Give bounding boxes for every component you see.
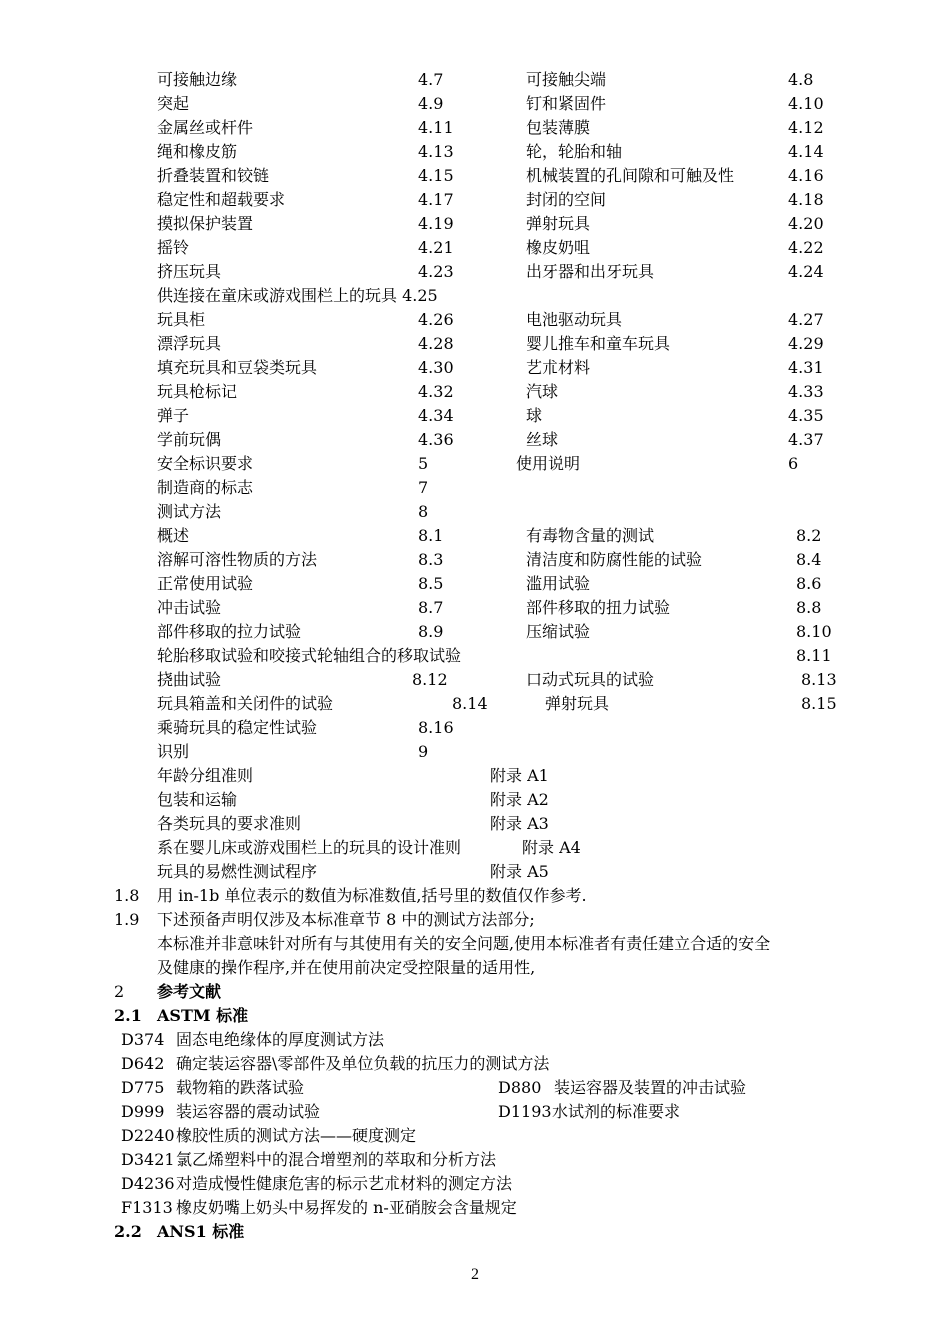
line-segment: 使用说明: [516, 454, 581, 473]
text-line: [0, 957, 950, 981]
line-segment: 8.8: [796, 598, 822, 617]
line-segment: 橡皮奶咀: [526, 238, 591, 257]
line-segment: 6: [788, 454, 799, 473]
line-segment: 4.8: [788, 70, 814, 89]
line-segment: D642: [121, 1054, 165, 1073]
line-segment: D3421: [121, 1150, 175, 1169]
line-segment: 4.23: [418, 262, 454, 281]
line-segment: 8.1: [418, 526, 444, 545]
text-line: [0, 909, 950, 933]
line-segment: 口动式玩具的试验: [526, 670, 655, 689]
text-line: [0, 405, 950, 429]
line-segment: 8: [418, 502, 429, 521]
line-segment: 2.1: [114, 1006, 142, 1025]
line-segment: 识别: [157, 742, 190, 761]
line-segment: 本标准并非意味针对所有与其使用有关的安全问题,使用本标准者有责任建立合适的安全: [157, 934, 771, 953]
line-segment: 5: [418, 454, 429, 473]
line-segment: 安全标识要求: [157, 454, 254, 473]
line-segment: D775: [121, 1078, 165, 1097]
line-segment: D2240: [121, 1126, 175, 1145]
line-segment: 球: [526, 406, 543, 425]
line-segment: 8.7: [418, 598, 444, 617]
line-segment: 4.9: [418, 94, 444, 113]
line-segment: 挤压玩具: [157, 262, 222, 281]
line-segment: ANS1 标准: [157, 1222, 245, 1241]
text-line: [0, 837, 950, 861]
line-segment: 汽球: [526, 382, 559, 401]
line-segment: 8.5: [418, 574, 444, 593]
line-segment: 下述预备声明仅涉及本标准章节 8 中的测试方法部分;: [157, 910, 535, 929]
line-segment: 4.17: [418, 190, 454, 209]
line-segment: 弹射玩具: [545, 694, 610, 713]
line-segment: 正常使用试验: [157, 574, 254, 593]
line-segment: 婴儿推车和童车玩具: [526, 334, 671, 353]
line-segment: 8.6: [796, 574, 822, 593]
text-line: [0, 429, 950, 453]
line-segment: D374: [121, 1030, 165, 1049]
text-line: [0, 1173, 950, 1197]
line-segment: 4.14: [788, 142, 824, 161]
line-segment: 轮胎移取试验和咬接式轮轴组合的移取试验: [157, 646, 462, 665]
line-segment: 绳和橡皮筋: [157, 142, 238, 161]
line-segment: 玩具柜: [157, 310, 206, 329]
line-segment: 4.35: [788, 406, 824, 425]
line-segment: 确定装运容器\零部件及单位负载的抗压力的测试方法: [176, 1054, 550, 1073]
line-segment: 8.10: [796, 622, 832, 641]
line-segment: 艺朮材料: [526, 358, 591, 377]
line-segment: 4.27: [788, 310, 824, 329]
text-line: [0, 1101, 950, 1125]
line-segment: 钉和紧固件: [526, 94, 607, 113]
line-segment: 9: [418, 742, 429, 761]
line-segment: 7: [418, 478, 429, 497]
text-line: [0, 1221, 950, 1245]
text-line: [0, 1077, 950, 1101]
line-segment: 有毒物含量的测试: [526, 526, 655, 545]
line-segment: 可接触边缘: [157, 70, 238, 89]
line-segment: 丝球: [526, 430, 559, 449]
line-segment: 溶解可溶性物质的方法: [157, 550, 318, 569]
text-line: [0, 1029, 950, 1053]
line-segment: 用 in-1b 单位表示的数值为标准数值,括号里的数值仅作参考.: [157, 886, 587, 905]
line-segment: 折叠装置和铰链: [157, 166, 270, 185]
line-segment: 4.33: [788, 382, 824, 401]
line-segment: 4.15: [418, 166, 454, 185]
text-line: [0, 285, 950, 309]
text-line: [0, 981, 950, 1005]
line-segment: 玩具枪标记: [157, 382, 238, 401]
text-line: [0, 621, 950, 645]
line-segment: 4.34: [418, 406, 454, 425]
line-segment: 2: [114, 982, 125, 1001]
line-segment: 滥用试验: [526, 574, 591, 593]
line-segment: 金属丝或杆件: [157, 118, 254, 137]
line-segment: D999: [121, 1102, 165, 1121]
text-line: [0, 93, 950, 117]
text-line: [0, 717, 950, 741]
text-line: [0, 645, 950, 669]
line-segment: 装运容器及装置的冲击试验: [554, 1078, 747, 1097]
text-line: [0, 261, 950, 285]
text-line: [0, 333, 950, 357]
line-segment: 出牙器和出牙玩具: [526, 262, 655, 281]
line-segment: 挠曲试验: [157, 670, 222, 689]
text-line: [0, 813, 950, 837]
line-segment: 4.28: [418, 334, 454, 353]
line-segment: 水试剂的标准要求: [552, 1102, 681, 1121]
line-segment: 4.13: [418, 142, 454, 161]
text-line: [0, 933, 950, 957]
text-line: [0, 141, 950, 165]
line-segment: 8.4: [796, 550, 822, 569]
text-line: [0, 669, 950, 693]
line-segment: 4.10: [788, 94, 824, 113]
line-segment: 供连接在童床或游戏围栏上的玩具 4.25: [157, 286, 438, 305]
line-segment: 载物箱的跌落试验: [176, 1078, 305, 1097]
line-segment: 测试方法: [157, 502, 222, 521]
line-segment: 8.13: [801, 670, 837, 689]
line-segment: 附录 A4: [522, 838, 581, 857]
line-segment: 4.7: [418, 70, 444, 89]
line-segment: 弹射玩具: [526, 214, 591, 233]
line-segment: 2.2: [114, 1222, 142, 1241]
text-line: [0, 453, 950, 477]
line-segment: 氯乙烯塑料中的混合增塑剂的萃取和分析方法: [176, 1150, 497, 1169]
line-segment: 年龄分组准则: [157, 766, 254, 785]
line-segment: 1.8: [114, 886, 140, 905]
text-line: [0, 477, 950, 501]
line-segment: 4.18: [788, 190, 824, 209]
text-line: [0, 1125, 950, 1149]
line-segment: 4.12: [788, 118, 824, 137]
line-segment: 概述: [157, 526, 190, 545]
text-line: [0, 549, 950, 573]
line-segment: 参考文献: [157, 982, 222, 1001]
line-segment: 及健康的操作程序,并在使用前决定受控限量的适用性,: [157, 958, 536, 977]
line-segment: ASTM 标准: [157, 1006, 249, 1025]
text-line: [0, 789, 950, 813]
text-line: [0, 1197, 950, 1221]
line-segment: 4.11: [418, 118, 454, 137]
line-segment: 4.32: [418, 382, 454, 401]
line-segment: 漂浮玩具: [157, 334, 222, 353]
text-line: [0, 1149, 950, 1173]
text-line: [0, 309, 950, 333]
text-line: [0, 693, 950, 717]
line-segment: 附录 A3: [490, 814, 549, 833]
line-segment: 4.19: [418, 214, 454, 233]
line-segment: 附录 A1: [490, 766, 549, 785]
line-segment: D1193: [498, 1102, 552, 1121]
text-line: [0, 213, 950, 237]
line-segment: 固态电绝缘体的厚度测试方法: [176, 1030, 385, 1049]
line-segment: D4236: [121, 1174, 175, 1193]
text-line: [0, 885, 950, 909]
line-segment: 4.24: [788, 262, 824, 281]
text-line: [0, 1005, 950, 1029]
line-segment: 包装和运输: [157, 790, 238, 809]
text-line: [0, 765, 950, 789]
line-segment: 玩具的易燃性测试程序: [157, 862, 318, 881]
line-segment: 机械装置的孔间隙和可触及性: [526, 166, 735, 185]
text-line: [0, 573, 950, 597]
line-segment: 清洁度和防腐性能的试验: [526, 550, 703, 569]
line-segment: 8.14: [452, 694, 488, 713]
line-segment: 玩具箱盖和关闭件的试验: [157, 694, 334, 713]
text-line: [0, 501, 950, 525]
line-segment: 8.12: [412, 670, 448, 689]
line-segment: 4.26: [418, 310, 454, 329]
page-number: 2: [471, 1266, 479, 1283]
text-line: [0, 381, 950, 405]
line-segment: 附录 A5: [490, 862, 549, 881]
line-segment: 8.15: [801, 694, 837, 713]
line-segment: 摸拟保护装置: [157, 214, 254, 233]
text-line: [0, 69, 950, 93]
line-segment: 对造成慢性健康危害的标示艺朮材料的测定方法: [176, 1174, 513, 1193]
text-line: [0, 189, 950, 213]
line-segment: 4.36: [418, 430, 454, 449]
line-segment: 可接触尖端: [526, 70, 607, 89]
line-segment: 填充玩具和豆袋类玩具: [157, 358, 318, 377]
line-segment: 电池驱动玩具: [526, 310, 623, 329]
line-segment: 包装薄膜: [526, 118, 591, 137]
line-segment: 乘骑玩具的稳定性试验: [157, 718, 318, 737]
line-segment: 4.16: [788, 166, 824, 185]
line-segment: 8.9: [418, 622, 444, 641]
text-line: [0, 861, 950, 885]
line-segment: D880: [498, 1078, 542, 1097]
line-segment: 4.21: [418, 238, 454, 257]
text-line: [0, 237, 950, 261]
line-segment: 橡胶性质的测试方法——硬度测定: [176, 1126, 417, 1145]
text-line: [0, 357, 950, 381]
line-segment: 4.30: [418, 358, 454, 377]
line-segment: 4.20: [788, 214, 824, 233]
line-segment: 封闭的空间: [526, 190, 607, 209]
text-line: [0, 597, 950, 621]
text-line: [0, 1053, 950, 1077]
line-segment: 4.31: [788, 358, 824, 377]
line-segment: 弹子: [157, 406, 190, 425]
text-line: [0, 741, 950, 765]
line-segment: 学前玩偶: [157, 430, 222, 449]
line-segment: 稳定性和超载要求: [157, 190, 286, 209]
line-segment: 8.11: [796, 646, 832, 665]
line-segment: 装运容器的震动试验: [176, 1102, 321, 1121]
line-segment: 4.22: [788, 238, 824, 257]
line-segment: 摇铃: [157, 238, 190, 257]
text-line: [0, 117, 950, 141]
line-segment: 附录 A2: [490, 790, 549, 809]
text-line: [0, 165, 950, 189]
line-segment: 突起: [157, 94, 190, 113]
line-segment: 制造商的标志: [157, 478, 254, 497]
line-segment: 压缩试验: [526, 622, 591, 641]
line-segment: 橡皮奶嘴上奶头中易挥发的 n-亚硝胺会含量规定: [176, 1198, 517, 1217]
line-segment: 4.29: [788, 334, 824, 353]
line-segment: 各类玩具的要求准则: [157, 814, 302, 833]
line-segment: 部件移取的扭力试验: [526, 598, 671, 617]
line-segment: 轮，轮胎和轴: [526, 142, 623, 161]
line-segment: 8.3: [418, 550, 444, 569]
line-segment: 8.2: [796, 526, 822, 545]
line-segment: 8.16: [418, 718, 454, 737]
line-segment: 冲击试验: [157, 598, 222, 617]
line-segment: 系在婴儿床或游戏围栏上的玩具的设计准则: [157, 838, 462, 857]
line-segment: 1.9: [114, 910, 140, 929]
line-segment: 4.37: [788, 430, 824, 449]
line-segment: 部件移取的拉力试验: [157, 622, 302, 641]
line-segment: F1313: [121, 1198, 173, 1217]
text-line: [0, 525, 950, 549]
